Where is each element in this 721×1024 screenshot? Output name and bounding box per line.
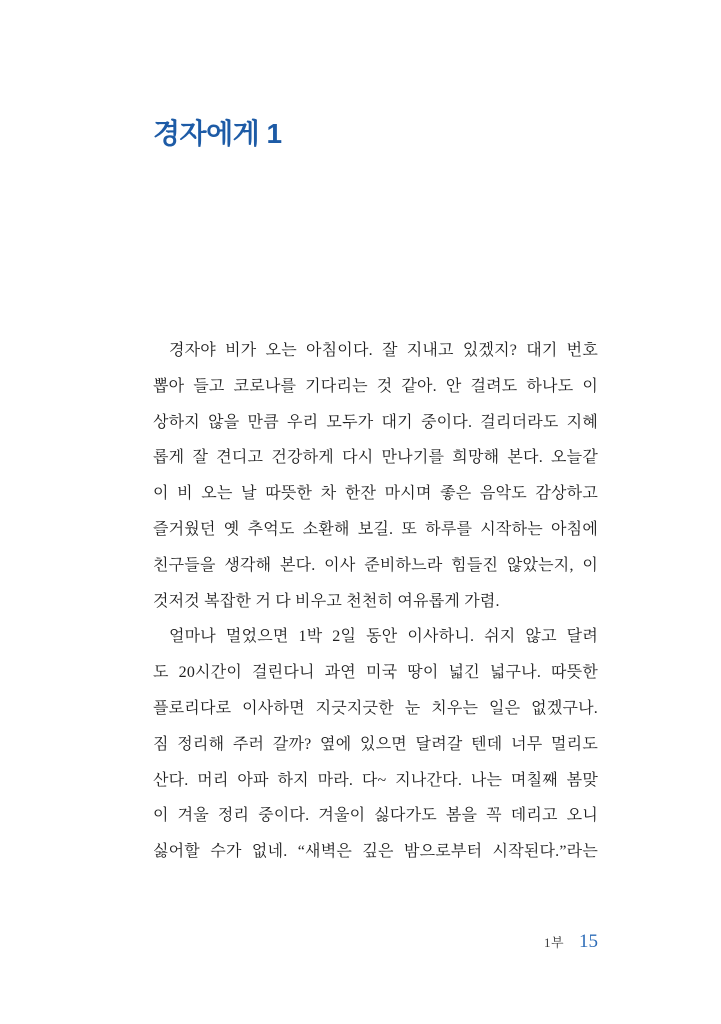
body-text-line: 이 겨울 정리 중이다. 겨울이 싫다가도 봄을 꼭 데리고 오니 <box>153 807 598 825</box>
footer-section-label: 1부 <box>543 935 564 950</box>
body-text-line: 친구들을 생각해 본다. 이사 준비하느라 힘들진 않았는지, 이 <box>153 556 598 574</box>
body-text-line: 얼마나 멀었으면 1박 2일 동안 이사하니. 쉬지 않고 달려 <box>169 628 598 646</box>
footer-page-number: 15 <box>579 931 598 952</box>
body-text-line: 싫어할 수가 없네. “새벽은 깊은 밤으로부터 시작된다.”라는 <box>153 843 598 861</box>
body-text-line: 상하지 않을 만큼 우리 모두가 대기 중이다. 걸리더라도 지혜 <box>153 413 598 431</box>
body-text-line: 뽑아 들고 코로나를 기다리는 것 같아. 안 걸려도 하나도 이 <box>153 377 598 395</box>
chapter-title: 경자에게 1 <box>153 118 282 149</box>
body-text-line: 것저것 복잡한 거 다 비우고 천천히 여유롭게 가렴. <box>153 592 500 610</box>
body-text-line: 경자야 비가 오는 아침이다. 잘 지내고 있겠지? 대기 번호 <box>169 342 598 359</box>
body-text-line: 이 비 오는 날 따뜻한 차 한잔 마시며 좋은 음악도 감상하고 <box>153 485 598 503</box>
body-text-line: 도 20시간이 걸린다니 과연 미국 땅이 넓긴 넓구나. 따뜻한 <box>153 664 598 682</box>
body-text <box>153 333 598 870</box>
page-footer <box>153 931 598 953</box>
body-text-line: 롭게 잘 견디고 건강하게 다시 만나기를 희망해 본다. 오늘같 <box>153 449 598 467</box>
body-text-line: 플로리다로 이사하면 지긋지긋한 눈 치우는 일은 없겠구나. <box>153 699 598 717</box>
body-text-line: 짐 정리해 주러 갈까? 옆에 있으면 달려갈 텐데 너무 멀리도 <box>153 735 598 753</box>
body-text-line: 산다. 머리 아파 하지 마라. 다~ 지나간다. 나는 며칠째 봄맞 <box>153 771 598 789</box>
body-text-line: 즐거웠던 옛 추억도 소환해 보길. 또 하루를 시작하는 아침에 <box>153 520 598 538</box>
